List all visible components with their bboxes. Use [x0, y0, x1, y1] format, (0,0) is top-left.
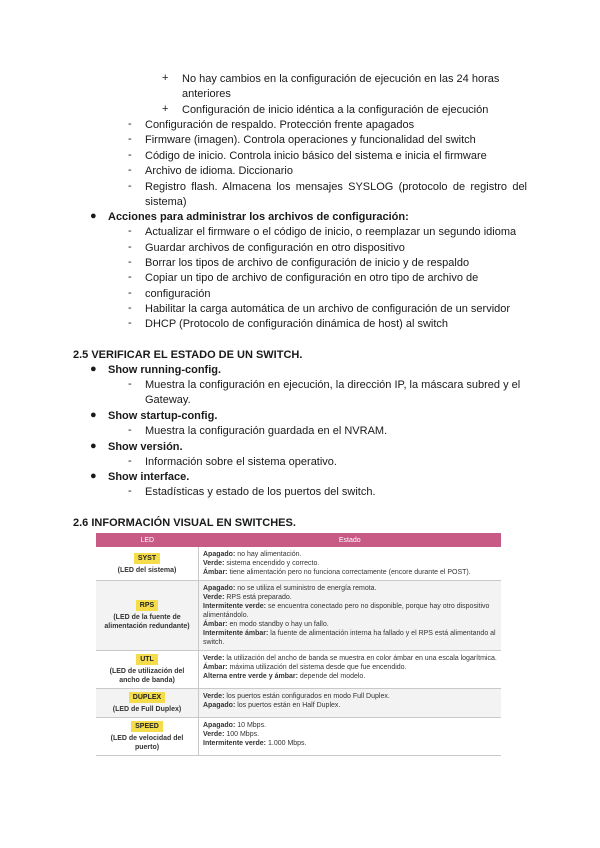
action-item: Guardar archivos de configuración en otro dispositivo [145, 242, 405, 254]
state-text: 10 Mbps. [235, 722, 267, 729]
state-label: Apagado: [203, 551, 236, 558]
dash-item: Firmware (imagen). Controla operaciones y funcionalidad del switch [145, 134, 476, 146]
state-label: Apagado: [203, 702, 236, 709]
led-tag: UTL [136, 654, 158, 665]
round-bullet: ● [90, 210, 97, 222]
dash-bullet: - [128, 241, 132, 253]
state-text: máxima utilización del sistema desde que fue encendido. [227, 664, 407, 671]
led-status-table [96, 533, 501, 756]
round-bullet: ● [90, 409, 97, 421]
state-text: se encuentra conectado pero no disponible, porque hay otro dispositivo alimentándolo. [203, 603, 490, 619]
table-row [96, 651, 501, 689]
table-row [96, 718, 501, 756]
led-description: (LED de velocidad del puerto) [110, 735, 184, 751]
round-bullet: ● [90, 363, 97, 375]
command-desc: Información sobre el sistema operativo. [145, 456, 337, 468]
table-row [96, 581, 501, 651]
dash-bullet: - [128, 164, 132, 176]
state-label: Verde: [203, 594, 225, 601]
action-item: DHCP (Protocolo de configuración dinámica de host) al switch [145, 318, 449, 330]
led-description: (LED de utilización del ancho de banda) [109, 668, 185, 684]
dash-bullet: - [128, 455, 132, 467]
state-text: los puertos están en Half Duplex. [235, 702, 341, 709]
dash-item: Configuración de respaldo. Protección frente apagados [145, 119, 415, 131]
state-text: depende del modelo. [297, 673, 366, 680]
state-text: la fuente de alimentación interna ha fallado y el RPS está alimentando al switch. [203, 630, 496, 646]
command-name: Show startup-config. [108, 410, 218, 422]
action-item: configuración [145, 288, 211, 300]
action-item: Actualizar el firmware o el código de inicio, o reemplazar un segundo idioma [145, 226, 517, 238]
table-row [96, 689, 501, 718]
led-description: (LED de Full Duplex) [112, 706, 182, 713]
state-label: Verde: [203, 560, 225, 567]
command-name: Show interface. [108, 471, 190, 483]
round-bullet: ● [90, 440, 97, 452]
dash-bullet: - [128, 287, 132, 299]
dash-item: Código de inicio. Controla inicio básico del sistema e inicia el firmware [145, 150, 487, 162]
table-header-led: LED [96, 533, 199, 547]
action-item: Borrar los tipos de archivo de configuración de inicio y de respaldo [145, 257, 470, 269]
state-label: Verde: [203, 693, 225, 700]
dash-bullet: - [128, 271, 132, 283]
section-title: 2.6 INFORMACIÓN VISUAL EN SWITCHES. [73, 517, 296, 529]
state-text: no hay alimentación. [235, 551, 302, 558]
dash-bullet: - [128, 424, 132, 436]
state-text: sistema encendido y correcto. [224, 560, 320, 567]
plus-item-text-cont: anteriores [182, 88, 231, 100]
table-row [96, 547, 501, 581]
state-label: Apagado: [203, 722, 236, 729]
command-desc: Estadísticas y estado de los puertos del switch. [145, 486, 376, 498]
state-label: Intermitente verde: [203, 740, 267, 747]
state-text: RPS está preparado. [224, 594, 292, 601]
state-text: en modo standby o hay un fallo. [227, 621, 329, 628]
command-desc: Muestra la configuración guardada en el NVRAM. [145, 425, 388, 437]
state-text: no se utiliza el suministro de energía remota. [235, 585, 377, 592]
led-description: (LED del sistema) [117, 566, 177, 574]
led-tag: DUPLEX [129, 692, 165, 703]
dash-bullet: - [128, 317, 132, 329]
led-tag: RPS [136, 600, 158, 611]
led-description: (LED de la fuente de alimentación redundante) [104, 614, 190, 630]
action-item: Habilitar la carga automática de un archivo de configuración de un servidor [145, 303, 511, 315]
state-label: Alterna entre verde y ámbar: [203, 673, 298, 680]
dash-bullet: - [128, 302, 132, 314]
state-text: 1.000 Mbps. [266, 740, 307, 747]
dash-bullet: - [128, 225, 132, 237]
command-desc: Muestra la configuración en ejecución, la dirección IP, la máscara subred y el [145, 379, 521, 391]
dash-bullet: - [128, 133, 132, 145]
dash-bullet: - [128, 118, 132, 130]
dash-bullet: - [128, 180, 132, 192]
table-header-estado: Estado [199, 533, 502, 547]
dash-bullet: - [128, 378, 132, 390]
state-text: los puertos están configurados en modo Full Duplex. [224, 693, 390, 700]
plus-item-text: Configuración de inicio idéntica a la configuración de ejecución [182, 104, 489, 116]
command-desc-cont: Gateway. [145, 394, 191, 406]
led-tag: SPEED [131, 721, 163, 732]
round-bullet: ● [90, 470, 97, 482]
led-tag: SYST [134, 553, 160, 564]
state-label: Ámbar: [203, 621, 228, 628]
dash-bullet: - [128, 485, 132, 497]
state-label: Ámbar: [203, 569, 228, 576]
state-label: Apagado: [203, 585, 236, 592]
state-text: la utilización del ancho de banda se muestra en color ámbar en una escala logarítmica. [224, 655, 497, 662]
action-item: Copiar un tipo de archivo de configuración en otro tipo de archivo de [145, 272, 479, 284]
state-label: Verde: [203, 655, 225, 662]
dash-item: Archivo de idioma. Diccionario [145, 165, 293, 177]
state-label: Ámbar: [203, 664, 228, 671]
state-label: Intermitente verde: [203, 603, 267, 610]
actions-heading: Acciones para administrar los archivos de configuración: [108, 211, 409, 223]
dash-bullet: - [128, 256, 132, 268]
plus-bullet: + [162, 72, 169, 84]
dash-item: Registro flash. Almacena los mensajes SYSLOG (protocolo de registro del sistema) [145, 181, 527, 208]
state-text: tiene alimentación pero no funciona correctamente (encore durante el POST). [227, 569, 471, 576]
plus-bullet: + [162, 103, 169, 115]
dash-bullet: - [128, 149, 132, 161]
command-name: Show versión. [108, 441, 183, 453]
section-title: 2.5 VERIFICAR EL ESTADO DE UN SWITCH. [73, 349, 303, 361]
command-name: Show running-config. [108, 364, 222, 376]
state-text: 100 Mbps. [224, 731, 260, 738]
plus-item-text: No hay cambios en la configuración de ejecución en las 24 horas [182, 73, 500, 85]
state-label: Verde: [203, 731, 225, 738]
state-label: Intermitente ámbar: [203, 630, 269, 637]
